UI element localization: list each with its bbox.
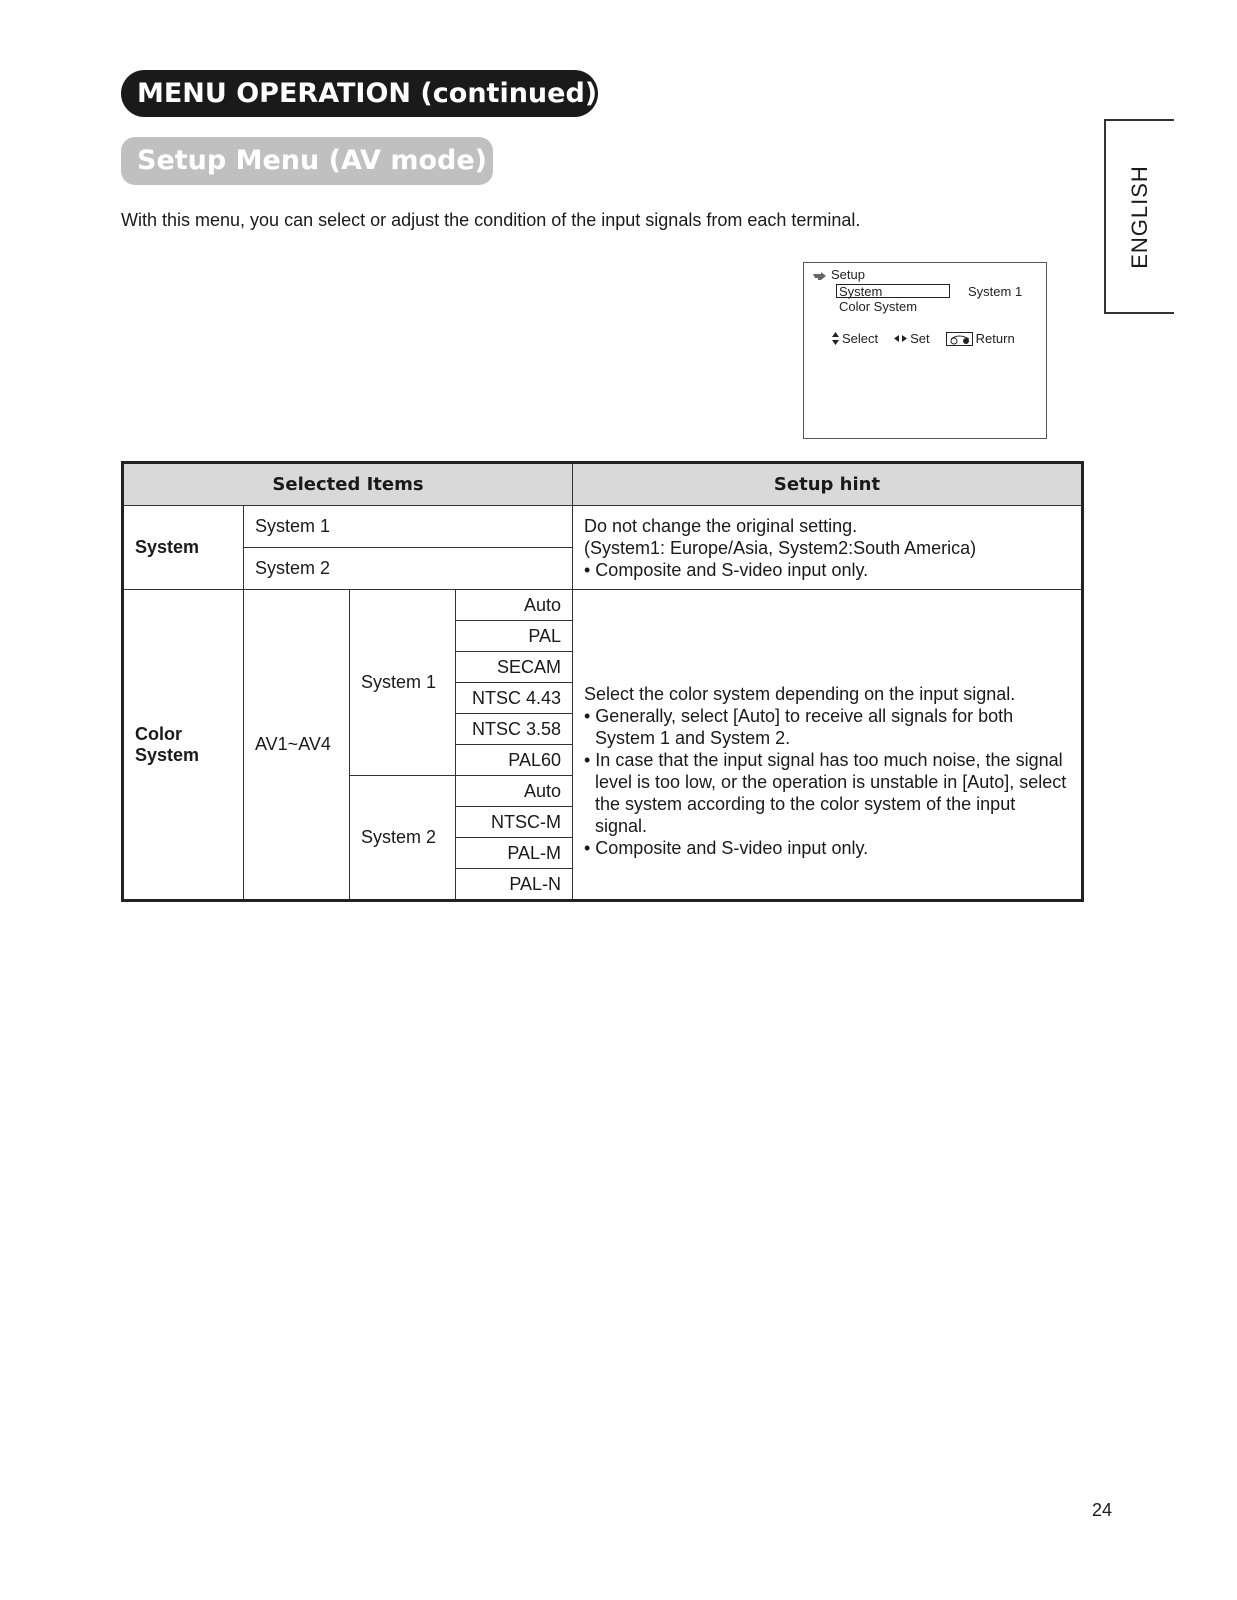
osd-nav-return: Return bbox=[946, 331, 1015, 346]
osd-title-label: Setup bbox=[831, 267, 865, 282]
up-down-arrow-icon bbox=[832, 332, 839, 345]
color-inputs: AV1~AV4 bbox=[244, 590, 350, 901]
page-number: 24 bbox=[1092, 1500, 1113, 1520]
color-option: PAL bbox=[456, 621, 573, 652]
setup-table bbox=[121, 461, 1084, 902]
language-tab-label: ENGLISH bbox=[1127, 164, 1152, 269]
osd-item-system-value: System 1 bbox=[968, 284, 1023, 299]
osd-nav-set: Set bbox=[894, 331, 930, 346]
color-option: PAL60 bbox=[456, 745, 573, 776]
return-button-icon bbox=[946, 332, 973, 346]
left-right-arrow-icon bbox=[894, 335, 907, 342]
osd-nav-select: Select bbox=[832, 331, 878, 346]
option-system-1: System 1 bbox=[244, 506, 573, 548]
color-option: PAL-M bbox=[456, 838, 573, 869]
category-system: System bbox=[123, 506, 244, 590]
osd-item-system: System bbox=[836, 284, 950, 298]
color-option: NTSC 3.58 bbox=[456, 714, 573, 745]
header-selected-items: Selected Items bbox=[123, 463, 573, 506]
color-option: NTSC 4.43 bbox=[456, 683, 573, 714]
color-option: NTSC-M bbox=[456, 807, 573, 838]
color-system2-label: System 2 bbox=[350, 776, 456, 901]
header-setup-hint: Setup hint bbox=[573, 463, 1083, 506]
hint-color-system: Select the color system depending on the input signal. • Generally, select [Auto] to receive all signals for both System 1 and System 2. • In case that the input signal has too much noise, the signal level is too low, or the operation is unstable in [Auto], select the system according to the color system of the input signal. • Composite and S-video input only. bbox=[573, 590, 1083, 901]
table-row bbox=[123, 590, 1083, 621]
intro-text: With this menu, you can select or adjust the condition of the input signals from each terminal. bbox=[121, 210, 861, 230]
hint-system: Do not change the original setting. (System1: Europe/Asia, System2:South America) • Composite and S-video input only. bbox=[573, 506, 1083, 590]
osd-title bbox=[812, 267, 865, 282]
table-row bbox=[123, 506, 1083, 548]
color-option: PAL-N bbox=[456, 869, 573, 901]
osd-nav-guide bbox=[832, 331, 1031, 346]
setup-hand-icon bbox=[812, 271, 828, 281]
color-system1-label: System 1 bbox=[350, 590, 456, 776]
section-title: MENU OPERATION (continued) bbox=[121, 70, 598, 117]
osd-screen-illustration bbox=[803, 262, 1047, 439]
color-option: Auto bbox=[456, 776, 573, 807]
language-tab bbox=[1104, 119, 1174, 314]
color-option: Auto bbox=[456, 590, 573, 621]
osd-item-color-system: Color System bbox=[839, 299, 918, 314]
subsection-title: Setup Menu (AV mode) bbox=[121, 137, 493, 185]
color-option: SECAM bbox=[456, 652, 573, 683]
category-color-system: Color System bbox=[123, 590, 244, 901]
option-system-2: System 2 bbox=[244, 548, 573, 590]
